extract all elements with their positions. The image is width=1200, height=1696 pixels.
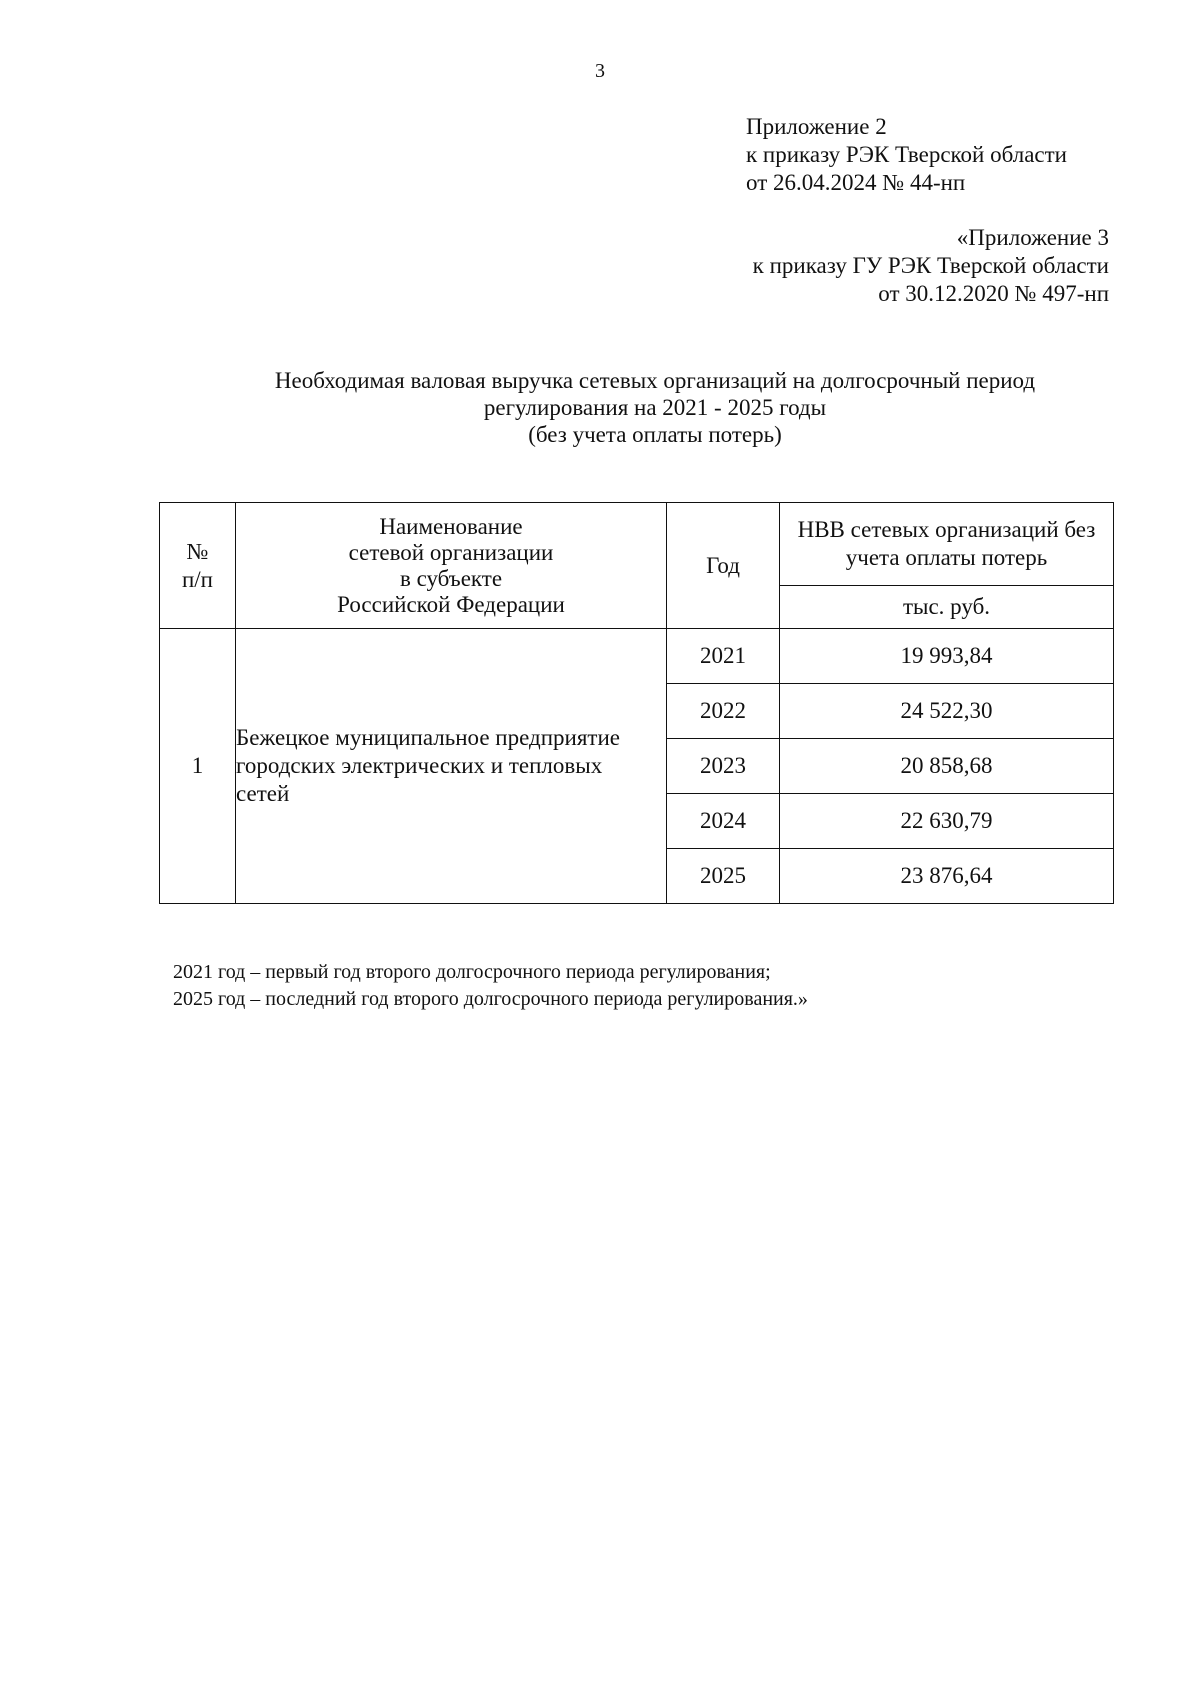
row-organization-cell <box>236 629 667 904</box>
header-num-abbr: п/п <box>181 566 213 592</box>
appendix-reference-current <box>746 113 1067 197</box>
footnotes <box>173 959 808 1013</box>
header-name-line-4: Российской Федерации <box>337 591 565 617</box>
footnote-line-2: 2025 год – последний год второго долгосрочного периода регулирования.» <box>173 988 808 1010</box>
header-value-cell <box>780 503 1114 586</box>
header-num-symbol: № <box>186 538 209 564</box>
header-value-line-2: учета оплаты потерь <box>845 545 1048 570</box>
header-name-line-3: в субъекте <box>399 565 503 591</box>
header-value-line-1: НВВ сетевых организаций без <box>797 517 1096 542</box>
appendix-1-line-3: от 26.04.2024 № 44-нп <box>746 170 966 195</box>
appendix-2-line-3: от 30.12.2020 № 497-нп <box>878 281 1109 306</box>
page-number: 3 <box>595 60 605 82</box>
table-row <box>160 629 1114 684</box>
title-line-1: Необходимая валовая выручка сетевых организаций на долгосрочный период <box>274 368 1036 393</box>
year-cell: 2022 <box>667 684 780 739</box>
year-cell: 2021 <box>667 629 780 684</box>
value-cell: 22 630,79 <box>780 794 1114 849</box>
value-cell: 24 522,30 <box>780 684 1114 739</box>
row-num-cell: 1 <box>160 629 236 904</box>
table-header-row <box>160 503 1114 586</box>
organization-line-2: городских электрических и тепловых <box>236 753 603 778</box>
footnote-line-1: 2021 год – первый год второго долгосрочного периода регулирования; <box>173 961 771 983</box>
header-name-line-2: сетевой организации <box>348 539 554 565</box>
appendix-1-line-1: Приложение 2 <box>746 114 887 139</box>
title-line-3: (без учета оплаты потерь) <box>528 422 782 447</box>
year-cell: 2025 <box>667 849 780 904</box>
nvv-table <box>159 502 1114 904</box>
header-num-cell <box>160 503 236 629</box>
header-name-cell <box>236 503 667 629</box>
year-cell: 2023 <box>667 739 780 794</box>
value-cell: 20 858,68 <box>780 739 1114 794</box>
appendix-2-line-2: к приказу ГУ РЭК Тверской области <box>752 253 1109 278</box>
appendix-reference-original <box>753 224 1109 308</box>
appendix-1-line-2: к приказу РЭК Тверской области <box>746 142 1067 167</box>
header-unit-cell: тыс. руб. <box>780 586 1114 629</box>
value-cell: 19 993,84 <box>780 629 1114 684</box>
appendix-2-line-1: «Приложение 3 <box>956 225 1109 250</box>
year-cell: 2024 <box>667 794 780 849</box>
document-title <box>150 367 1160 448</box>
title-line-2: регулирования на 2021 - 2025 годы <box>483 395 827 420</box>
organization-line-3: сетей <box>236 781 290 806</box>
header-name-line-1: Наименование <box>379 513 523 539</box>
header-year-cell: Год <box>667 503 780 629</box>
organization-line-1: Бежецкое муниципальное предприятие <box>236 725 620 750</box>
value-cell: 23 876,64 <box>780 849 1114 904</box>
